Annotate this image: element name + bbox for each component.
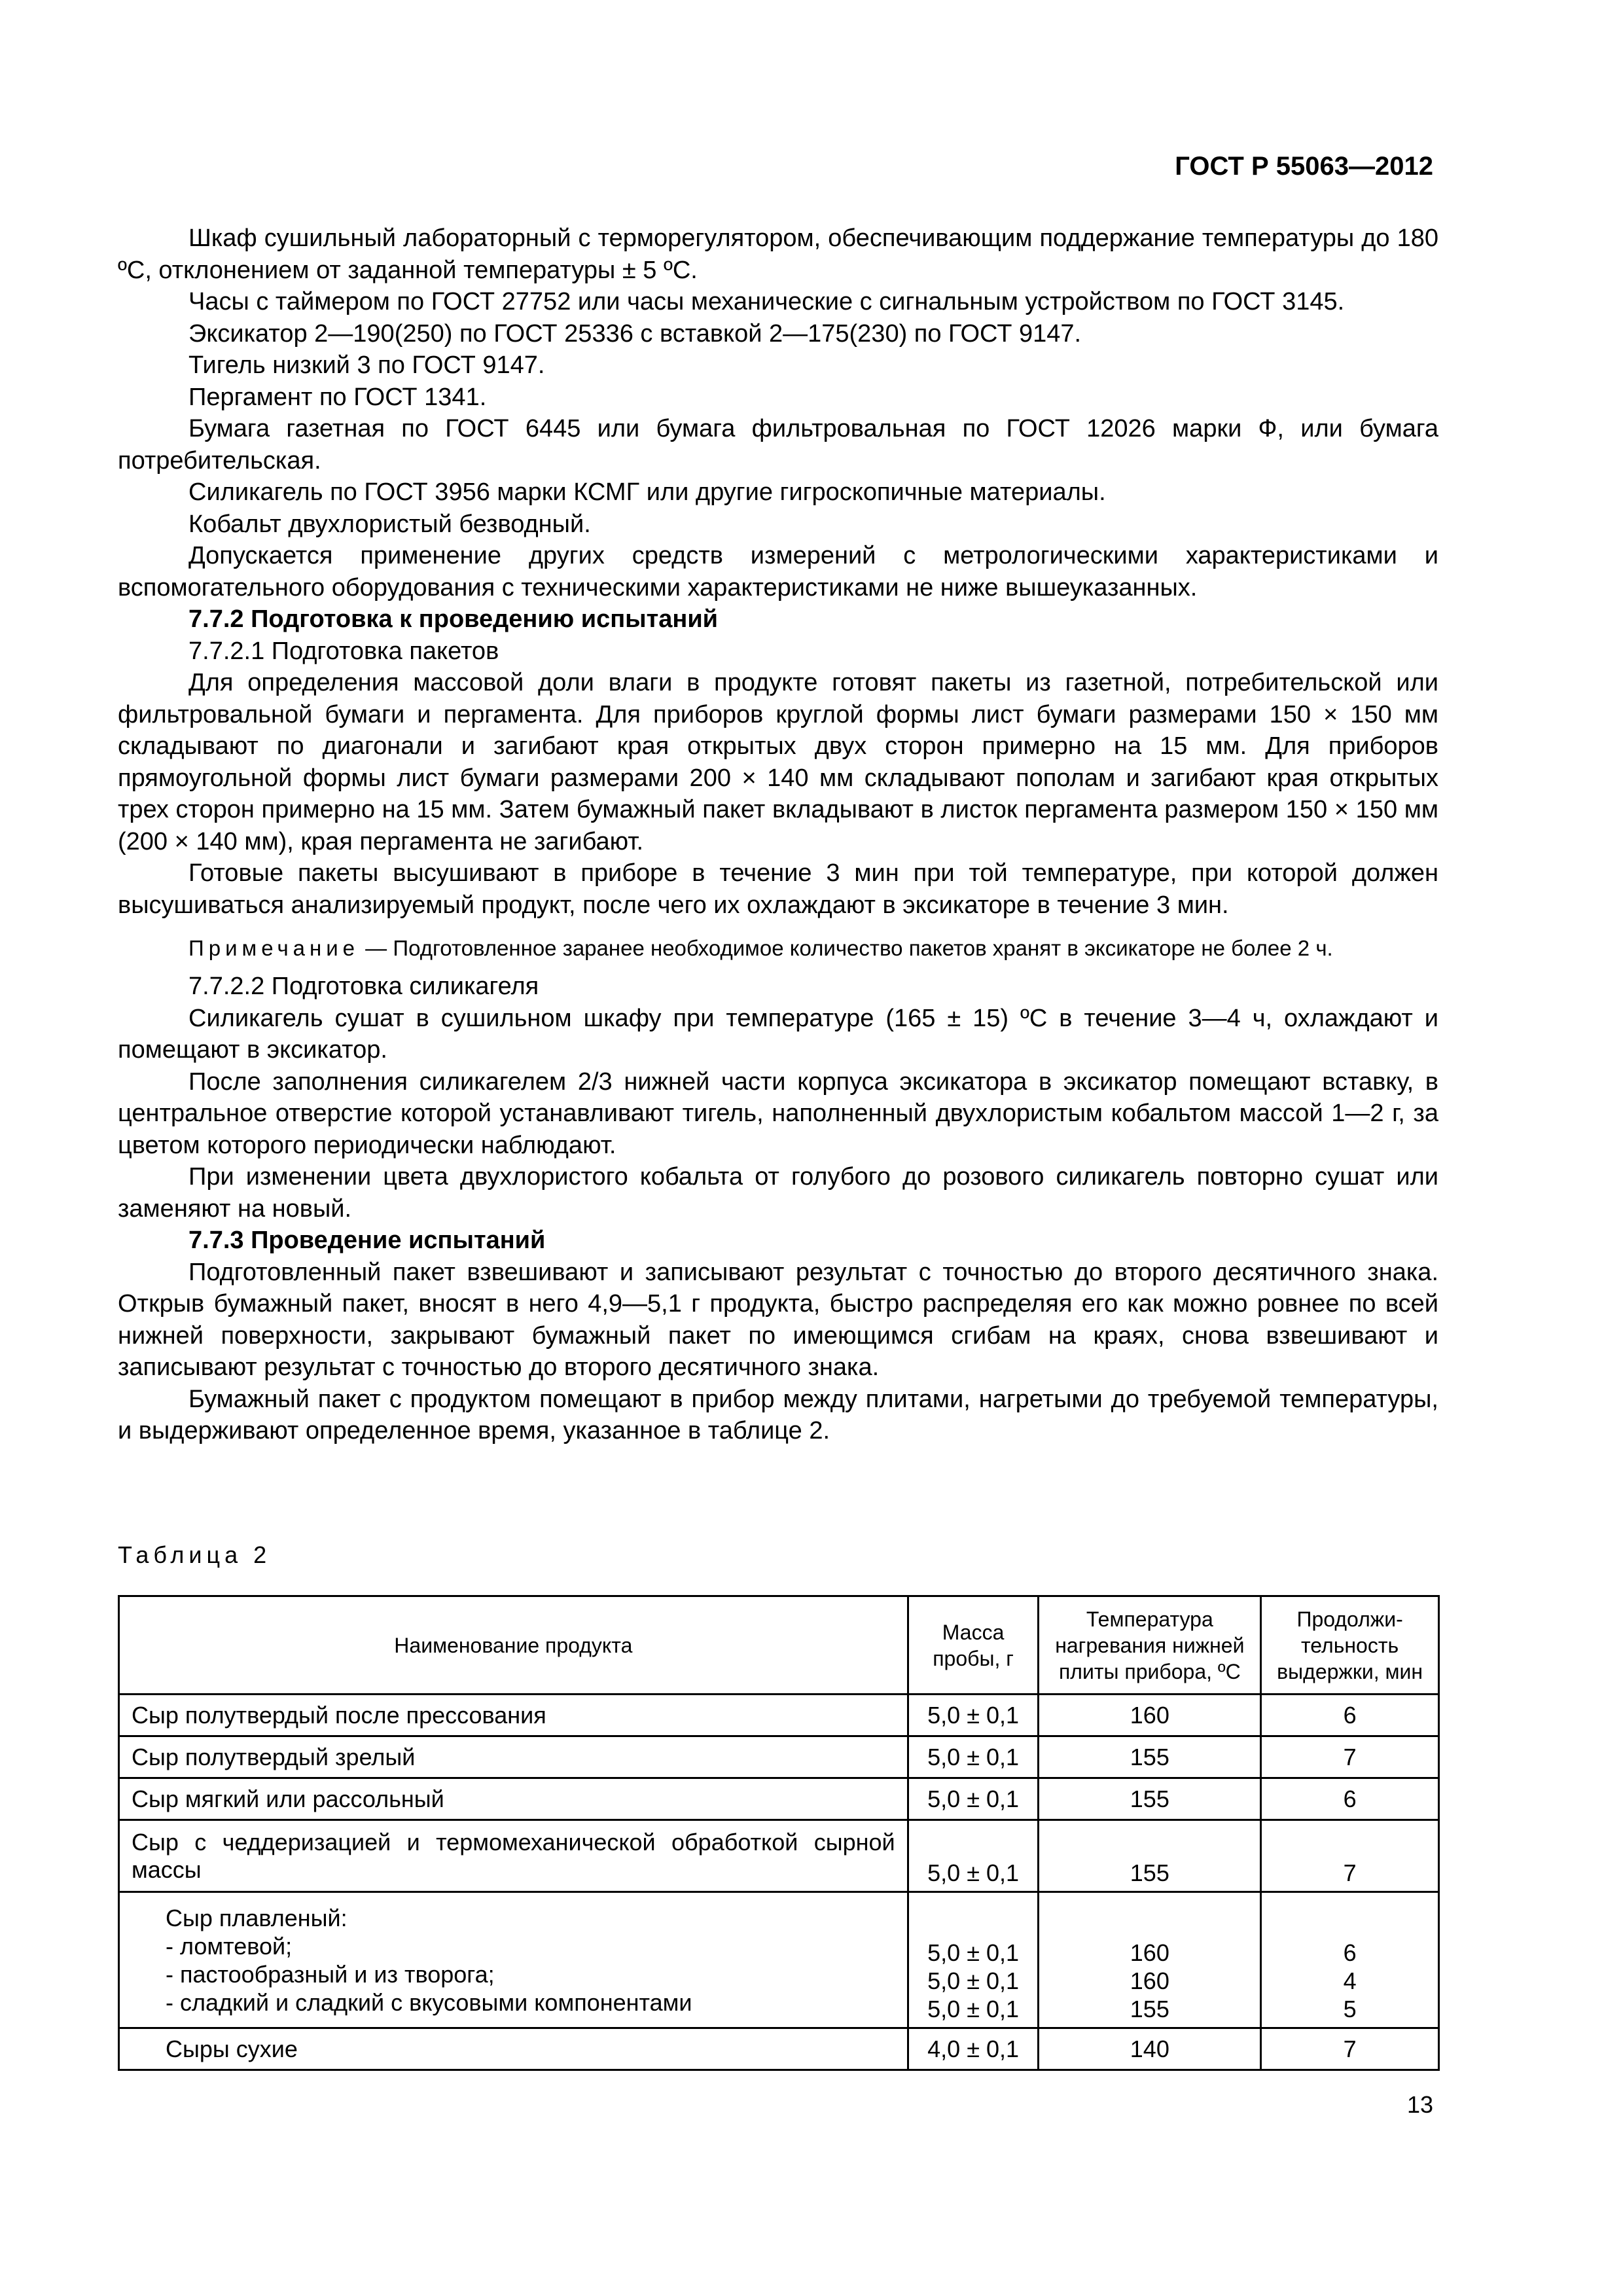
- table-caption: Таблица 2: [118, 1541, 272, 1568]
- table-row: [119, 1778, 1439, 1820]
- table-row: [119, 1820, 1439, 1892]
- paragraph: При изменении цвета двухлористого кобальта от голубого до розового силикагель повторно сушат или заменяют на новый.: [118, 1163, 1438, 1223]
- paragraph: Бумага газетная по ГОСТ 6445 или бумага фильтровальная по ГОСТ 12026 марки Ф, или бумага потребительская.: [118, 415, 1438, 475]
- table-row: [119, 1695, 1439, 1736]
- table-row: [119, 2028, 1439, 2070]
- product-table: [118, 1595, 1440, 2071]
- duration-value: 4: [1343, 1967, 1357, 1994]
- mass-value: 5,0 ± 0,1: [927, 1939, 1019, 1966]
- product-name-cell: [119, 1892, 908, 2028]
- table-row: [119, 1736, 1439, 1778]
- mass-cell: 5,0 ± 0,1: [908, 1695, 1039, 1736]
- processed-item: - сладкий и сладкий с вкусовыми компонентами: [166, 1988, 692, 2016]
- table-row-processed-cheese: [119, 1892, 1439, 2028]
- paragraph: Для определения массовой доли влаги в продукте готовят пакеты из газетной, потребительской или фильтровальной бумаги и пергамента. Для приборов круглой формы лист бумаги размерами 150 × 150 мм складывают по диагонали и загибают края открытых двух сторон примерно на 15 мм. Для приборов прямоугольной формы лист бумаги размерами 200 × 140 мм складывают пополам и загибают края открытых трех сторон примерно на 15 мм. Затем бумажный пакет вкладывают в листок пергамента размером 150 × 150 мм (200 × 140 мм), края пергамента не загибают.: [118, 669, 1438, 855]
- paragraph: Готовые пакеты высушивают в приборе в течение 3 мин при той температуре, при которой должен высушиваться анализируемый продукт, после чего их охлаждают в эксикаторе в течение 3 мин.: [118, 859, 1438, 919]
- product-name-cell: Сыры сухие: [119, 2028, 908, 2070]
- duration-cell: 6: [1261, 1695, 1439, 1736]
- header-duration: Продолжи- тельность выдержки, мин: [1261, 1596, 1439, 1695]
- temperature-cell: 155: [1039, 1736, 1261, 1778]
- temperature-cell: 160: [1039, 1695, 1261, 1736]
- paragraph: Бумажный пакет с продуктом помещают в прибор между плитами, нагретыми до требуемой температуры, и выдерживают определенное время, указанное в таблице 2.: [118, 1385, 1438, 1444]
- duration-cell: 7: [1261, 1820, 1439, 1892]
- section-heading: 7.7.2 Подготовка к проведению испытаний: [188, 605, 719, 633]
- body-text: [118, 223, 1438, 1447]
- duration-cell: 7: [1261, 2028, 1439, 2070]
- section-heading: 7.7.3 Проведение испытаний: [188, 1227, 546, 1254]
- header-sample-mass: Масса пробы, г: [908, 1596, 1039, 1695]
- duration-value: 6: [1343, 1939, 1357, 1966]
- paragraph: Допускается применение других средств измерений с метрологическими характеристиками и вспомогательного оборудования с техническими характеристиками не ниже вышеуказанных.: [118, 542, 1438, 601]
- processed-title: Сыр плавленый:: [166, 1904, 348, 1931]
- mass-cell: 4,0 ± 0,1: [908, 2028, 1039, 2070]
- subsection-heading: 7.7.2.2 Подготовка силикагеля: [188, 973, 539, 1000]
- note: [118, 933, 1438, 964]
- processed-item: - ломтевой;: [166, 1932, 293, 1960]
- paragraph: Часы с таймером по ГОСТ 27752 или часы механические с сигнальным устройством по ГОСТ 3145.: [188, 288, 1345, 315]
- temperature-cell: 155: [1039, 1820, 1261, 1892]
- subsection-heading: 7.7.2.1 Подготовка пакетов: [188, 637, 499, 665]
- duration-cell: 6: [1261, 1778, 1439, 1820]
- product-name-cell: Сыр полутвердый после прессования: [119, 1695, 908, 1736]
- temperature-value: 160: [1130, 1967, 1169, 1994]
- duration-cell: 7: [1261, 1736, 1439, 1778]
- paragraph: Шкаф сушильный лабораторный с терморегулятором, обеспечивающим поддержание температуры до 180 ºС, отклонением от заданной температуры ± 5 ºС.: [118, 224, 1438, 284]
- duration-value: 5: [1343, 1996, 1357, 2022]
- mass-cell: 5,0 ± 0,1: [908, 1820, 1039, 1892]
- paragraph: Эксикатор 2—190(250) по ГОСТ 25336 с вставкой 2—175(230) по ГОСТ 9147.: [188, 319, 1082, 348]
- processed-item: - пастообразный и из творога;: [166, 1960, 495, 1988]
- temperature-value: 155: [1130, 1996, 1169, 2022]
- header-product-name: Наименование продукта: [119, 1596, 908, 1695]
- document-code-header: ГОСТ Р 55063—2012: [1175, 152, 1433, 181]
- note-label: Примечание: [188, 936, 360, 960]
- paragraph: Пергамент по ГОСТ 1341.: [188, 383, 487, 411]
- duration-cell: [1261, 1892, 1439, 2028]
- temperature-value: 160: [1130, 1939, 1169, 1966]
- temperature-cell: 155: [1039, 1778, 1261, 1820]
- mass-cell: [908, 1892, 1039, 2028]
- paragraph: Тигель низкий 3 по ГОСТ 9147.: [188, 351, 545, 379]
- mass-value: 5,0 ± 0,1: [927, 1996, 1019, 2022]
- mass-value: 5,0 ± 0,1: [927, 1967, 1019, 1994]
- mass-cell: 5,0 ± 0,1: [908, 1736, 1039, 1778]
- paragraph: Подготовленный пакет взвешивают и записывают результат с точностью до второго десятичного знака. Открыв бумажный пакет, вносят в него 4,9—5,1 г продукта, быстро распределяя его как можно ровнее по всей нижней поверхности, закрывают бумажный пакет по имеющимся сгибам на краях, снова взвешивают и записывают результат с точностью до второго десятичного знака.: [118, 1258, 1438, 1381]
- product-name-cell: Сыр с чеддеризацией и термомеханической обработкой сырной массы: [119, 1820, 908, 1892]
- paragraph: После заполнения силикагелем 2/3 нижней части корпуса эксикатора в эксикатор помещают вставку, в центральное отверстие которой устанавливают тигель, наполненный двухлористым кобальтом массой 1—2 г, за цветом которого периодически наблюдают.: [118, 1067, 1438, 1159]
- product-name-cell: Сыр полутвердый зрелый: [119, 1736, 908, 1778]
- temperature-cell: 140: [1039, 2028, 1261, 2070]
- temperature-cell: [1039, 1892, 1261, 2028]
- header-temperature: Температура нагревания нижней плиты прибора, ºС: [1039, 1596, 1261, 1695]
- table-header-row: [119, 1596, 1439, 1695]
- product-name-cell: Сыр мягкий или рассольный: [119, 1778, 908, 1820]
- mass-cell: 5,0 ± 0,1: [908, 1778, 1039, 1820]
- paragraph: Силикагель по ГОСТ 3956 марки КСМГ или другие гигроскопичные материалы.: [188, 478, 1106, 506]
- paragraph: Кобальт двухлористый безводный.: [188, 510, 591, 538]
- note-text: — Подготовленное заранее необходимое количество пакетов хранят в эксикаторе не более 2 ч.: [359, 936, 1333, 960]
- page-number: 13: [1406, 2091, 1433, 2118]
- paragraph: Силикагель сушат в сушильном шкафу при температуре (165 ± 15) ºС в течение 3—4 ч, охлаждают и помещают в эксикатор.: [118, 1004, 1438, 1064]
